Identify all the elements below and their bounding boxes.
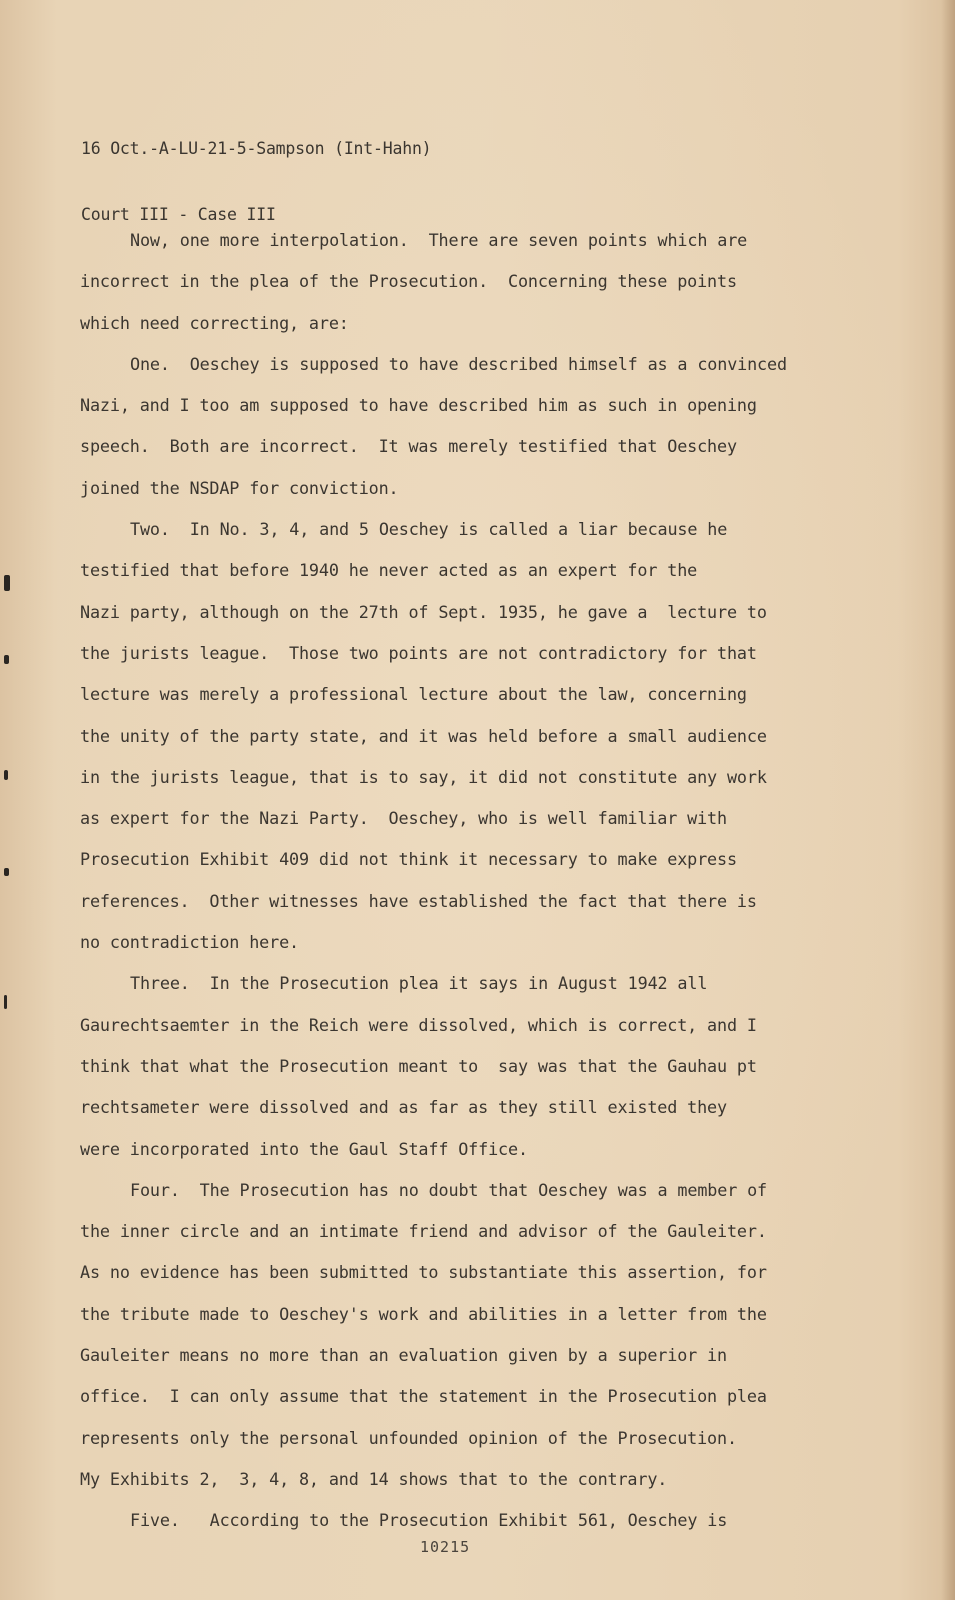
- binding-mark: [4, 575, 10, 591]
- text-line: as expert for the Nazi Party. Oeschey, who is well familiar with: [80, 808, 727, 829]
- text-line: One. Oeschey is supposed to have described himself as a convinced: [130, 353, 787, 374]
- header-reference-line: 16 Oct.-A-LU-21-5-Sampson (Int-Hahn): [81, 139, 432, 158]
- text-line: rechtsameter were dissolved and as far as they still existed they: [80, 1097, 727, 1118]
- binding-mark: [4, 868, 9, 876]
- text-line: testified that before 1940 he never acted as an expert for the: [80, 560, 698, 581]
- text-line: Three. In the Prosecution plea it says in August 1942 all: [130, 973, 708, 994]
- text-line: no contradiction here.: [80, 932, 299, 953]
- text-line: Gaurechtsaemter in the Reich were dissolved, which is correct, and I: [80, 1014, 757, 1035]
- binding-mark: [4, 770, 8, 780]
- text-line: My Exhibits 2, 3, 4, 8, and 14 shows that to the contrary.: [80, 1468, 668, 1489]
- header-court-line: Court III - Case III: [81, 205, 276, 224]
- text-line: joined the NSDAP for conviction.: [80, 477, 399, 498]
- text-line: represents only the personal unfounded opinion of the Prosecution.: [80, 1427, 737, 1448]
- text-line: incorrect in the plea of the Prosecution. Concerning these points: [80, 271, 737, 292]
- document-body: [80, 220, 910, 1542]
- text-line: Now, one more interpolation. There are seven points which are: [130, 230, 748, 250]
- page-number: 10215: [420, 1538, 471, 1556]
- text-line: Two. In No. 3, 4, and 5 Oeschey is called a liar because he: [130, 519, 728, 540]
- text-line: the unity of the party state, and it was held before a small audience: [80, 725, 767, 746]
- text-line: speech. Both are incorrect. It was merely testified that Oeschey: [80, 436, 737, 457]
- text-line: Nazi party, although on the 27th of Sept. 1935, he gave a lecture to: [80, 601, 767, 622]
- text-line: Prosecution Exhibit 409 did not think it necessary to make express: [80, 849, 737, 870]
- text-line: the jurists league. Those two points are not contradictory for that: [80, 642, 757, 663]
- text-line: the inner circle and an intimate friend and advisor of the Gauleiter.: [80, 1221, 767, 1242]
- text-line: the tribute made to Oeschey's work and abilities in a letter from the: [80, 1303, 767, 1324]
- text-line: which need correcting, are:: [80, 312, 349, 333]
- binding-mark: [4, 995, 7, 1009]
- binding-mark: [4, 655, 9, 664]
- text-line: Nazi, and I too am supposed to have described him as such in opening: [80, 395, 757, 416]
- page-edge-shadow: [941, 0, 955, 1600]
- text-line: Five. According to the Prosecution Exhibit 561, Oeschey is: [130, 1510, 728, 1531]
- text-line: Gauleiter means no more than an evaluation given by a superior in: [80, 1345, 727, 1366]
- text-line: As no evidence has been submitted to substantiate this assertion, for: [80, 1262, 767, 1283]
- text-line: lecture was merely a professional lecture about the law, concerning: [80, 684, 747, 705]
- text-line: were incorporated into the Gaul Staff Office.: [80, 1138, 528, 1159]
- text-line: references. Other witnesses have established the fact that there is: [80, 890, 757, 911]
- text-line: office. I can only assume that the statement in the Prosecution plea: [80, 1386, 767, 1407]
- text-line: Four. The Prosecution has no doubt that Oeschey was a member of: [130, 1179, 768, 1200]
- text-line: think that what the Prosecution meant to say was that the Gauhau pt: [80, 1055, 757, 1076]
- text-line: in the jurists league, that is to say, it did not constitute any work: [80, 766, 767, 787]
